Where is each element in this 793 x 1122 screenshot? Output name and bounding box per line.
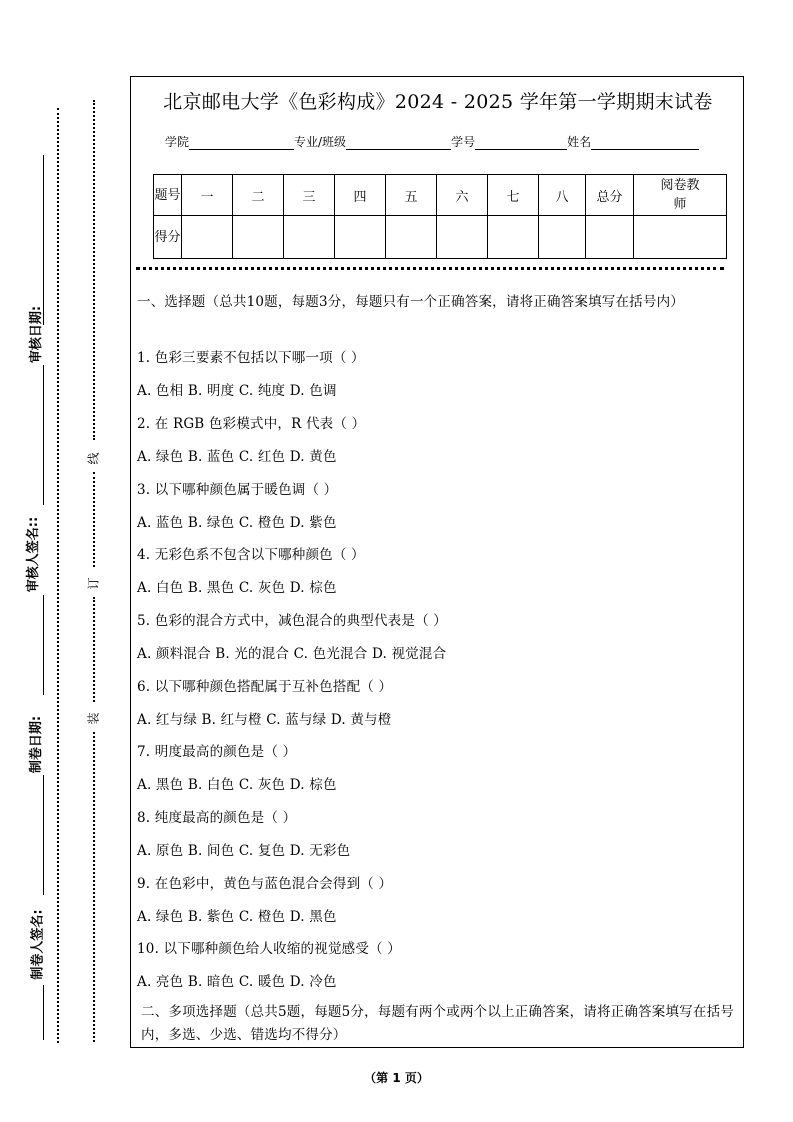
score-cell-2[interactable] bbox=[233, 216, 284, 259]
seal-fold-char: 装 bbox=[86, 712, 101, 725]
question-4: 4. 无彩色系不包含以下哪种颜色（ ） bbox=[137, 547, 365, 563]
exam-title: 北京邮电大学《色彩构成》2024 - 2025 学年第一学期期末试卷 bbox=[163, 91, 713, 113]
question-3: 3. 以下哪种颜色属于暖色调（ ） bbox=[137, 482, 338, 498]
question-5: 5. 色彩的混合方式中，减色混合的典型代表是（ ） bbox=[137, 613, 447, 629]
seal-dotted-line-bottom bbox=[93, 732, 95, 1042]
question-3-options: A. 蓝色 B. 绿色 C. 橙色 D. 紫色 bbox=[137, 515, 337, 531]
col-total: 总分 bbox=[586, 175, 634, 216]
question-10-options: A. 亮色 B. 暗色 C. 暖色 D. 冷色 bbox=[137, 974, 337, 990]
score-cell-6[interactable] bbox=[437, 216, 488, 259]
margin-line-1 bbox=[43, 155, 44, 325]
col-1: 一 bbox=[182, 175, 233, 216]
row-head-score: 得分 bbox=[154, 216, 182, 259]
name-label: 姓名 bbox=[567, 135, 592, 149]
col-3: 三 bbox=[284, 175, 335, 216]
question-2: 2. 在 RGB 色彩模式中，R 代表（ ） bbox=[137, 416, 366, 432]
question-7-options: A. 黑色 B. 白色 C. 灰色 D. 棕色 bbox=[137, 777, 337, 793]
margin-dotted-line bbox=[57, 108, 59, 1043]
col-5: 五 bbox=[386, 175, 437, 216]
margin-line-5 bbox=[43, 985, 44, 1040]
question-8-options: A. 原色 B. 间色 C. 复色 D. 无彩色 bbox=[137, 843, 351, 859]
margin-line-4 bbox=[43, 775, 44, 895]
margin-line-3 bbox=[43, 595, 44, 695]
maker-sign-label: 制卷人签名: bbox=[30, 909, 46, 980]
section2-heading: 二、多项选择题（总共5题，每题5分，每题有两个或两个以上正确答案，请将正确答案填写在括号内，多选、少选、错选均不得分） bbox=[141, 1004, 734, 1043]
seal-dotted-line-top bbox=[93, 100, 95, 440]
college-field[interactable] bbox=[189, 137, 294, 150]
question-1-options: A. 色相 B. 明度 C. 纯度 D. 色调 bbox=[137, 383, 337, 399]
section1-heading: 一、选择题（总共10题，每题3分，每题只有一个正确答案，请将正确答案填写在括号内） bbox=[137, 294, 684, 310]
col-4: 四 bbox=[335, 175, 386, 216]
section-separator bbox=[136, 267, 724, 270]
student-info-row bbox=[165, 133, 699, 150]
major-field[interactable] bbox=[346, 137, 451, 150]
question-1: 1. 色彩三要素不包括以下哪一项（ ） bbox=[137, 350, 365, 366]
question-10: 10. 以下哪种颜色给人收缩的视觉感受（ ） bbox=[137, 941, 401, 957]
score-cell-reviewer[interactable] bbox=[634, 216, 727, 259]
question-6-options: A. 红与绿 B. 红与橙 C. 蓝与绿 D. 黄与橙 bbox=[137, 712, 392, 728]
question-9: 9. 在色彩中，黄色与蓝色混合会得到（ ） bbox=[137, 876, 393, 892]
make-date-label: 制卷日期: bbox=[29, 715, 45, 774]
col-7: 七 bbox=[488, 175, 539, 216]
margin-line-2 bbox=[43, 365, 44, 505]
college-label: 学院 bbox=[165, 135, 190, 149]
question-4-options: A. 白色 B. 黑色 C. 灰色 D. 棕色 bbox=[137, 580, 337, 596]
major-label: 专业/班级 bbox=[294, 135, 347, 149]
review-date-label: 审核日期: bbox=[29, 305, 45, 364]
score-cell-5[interactable] bbox=[386, 216, 437, 259]
score-cell-8[interactable] bbox=[539, 216, 586, 259]
score-table bbox=[153, 174, 727, 259]
student-id-field[interactable] bbox=[475, 137, 567, 150]
name-field[interactable] bbox=[591, 137, 699, 150]
col-2: 二 bbox=[233, 175, 284, 216]
seal-bind-char: 订 bbox=[86, 577, 101, 590]
question-6: 6. 以下哪种颜色搭配属于互补色搭配（ ） bbox=[137, 679, 393, 695]
seal-dotted-line-mid2 bbox=[93, 597, 95, 702]
page-number: （第 1 页） bbox=[364, 1071, 429, 1085]
question-8: 8. 纯度最高的颜色是（ ） bbox=[137, 810, 297, 826]
seal-dotted-line-mid bbox=[93, 472, 95, 567]
col-reviewer: 阅卷教师 bbox=[634, 175, 727, 216]
seal-line-char: 线 bbox=[86, 452, 101, 465]
col-8: 八 bbox=[539, 175, 586, 216]
score-cell-4[interactable] bbox=[335, 216, 386, 259]
question-7: 7. 明度最高的颜色是（ ） bbox=[137, 744, 297, 760]
student-id-label: 学号 bbox=[451, 135, 476, 149]
question-2-options: A. 绿色 B. 蓝色 C. 红色 D. 黄色 bbox=[137, 449, 337, 465]
score-cell-1[interactable] bbox=[182, 216, 233, 259]
row-head-question-no: 题号 bbox=[154, 175, 182, 216]
question-5-options: A. 颜料混合 B. 光的混合 C. 色光混合 D. 视觉混合 bbox=[137, 646, 447, 662]
reviewer-sign-label: 审核人签名:: bbox=[26, 516, 42, 593]
score-cell-total[interactable] bbox=[586, 216, 634, 259]
question-9-options: A. 绿色 B. 紫色 C. 橙色 D. 黑色 bbox=[137, 909, 337, 925]
score-cell-3[interactable] bbox=[284, 216, 335, 259]
col-6: 六 bbox=[437, 175, 488, 216]
exam-frame bbox=[130, 76, 744, 1048]
score-cell-7[interactable] bbox=[488, 216, 539, 259]
